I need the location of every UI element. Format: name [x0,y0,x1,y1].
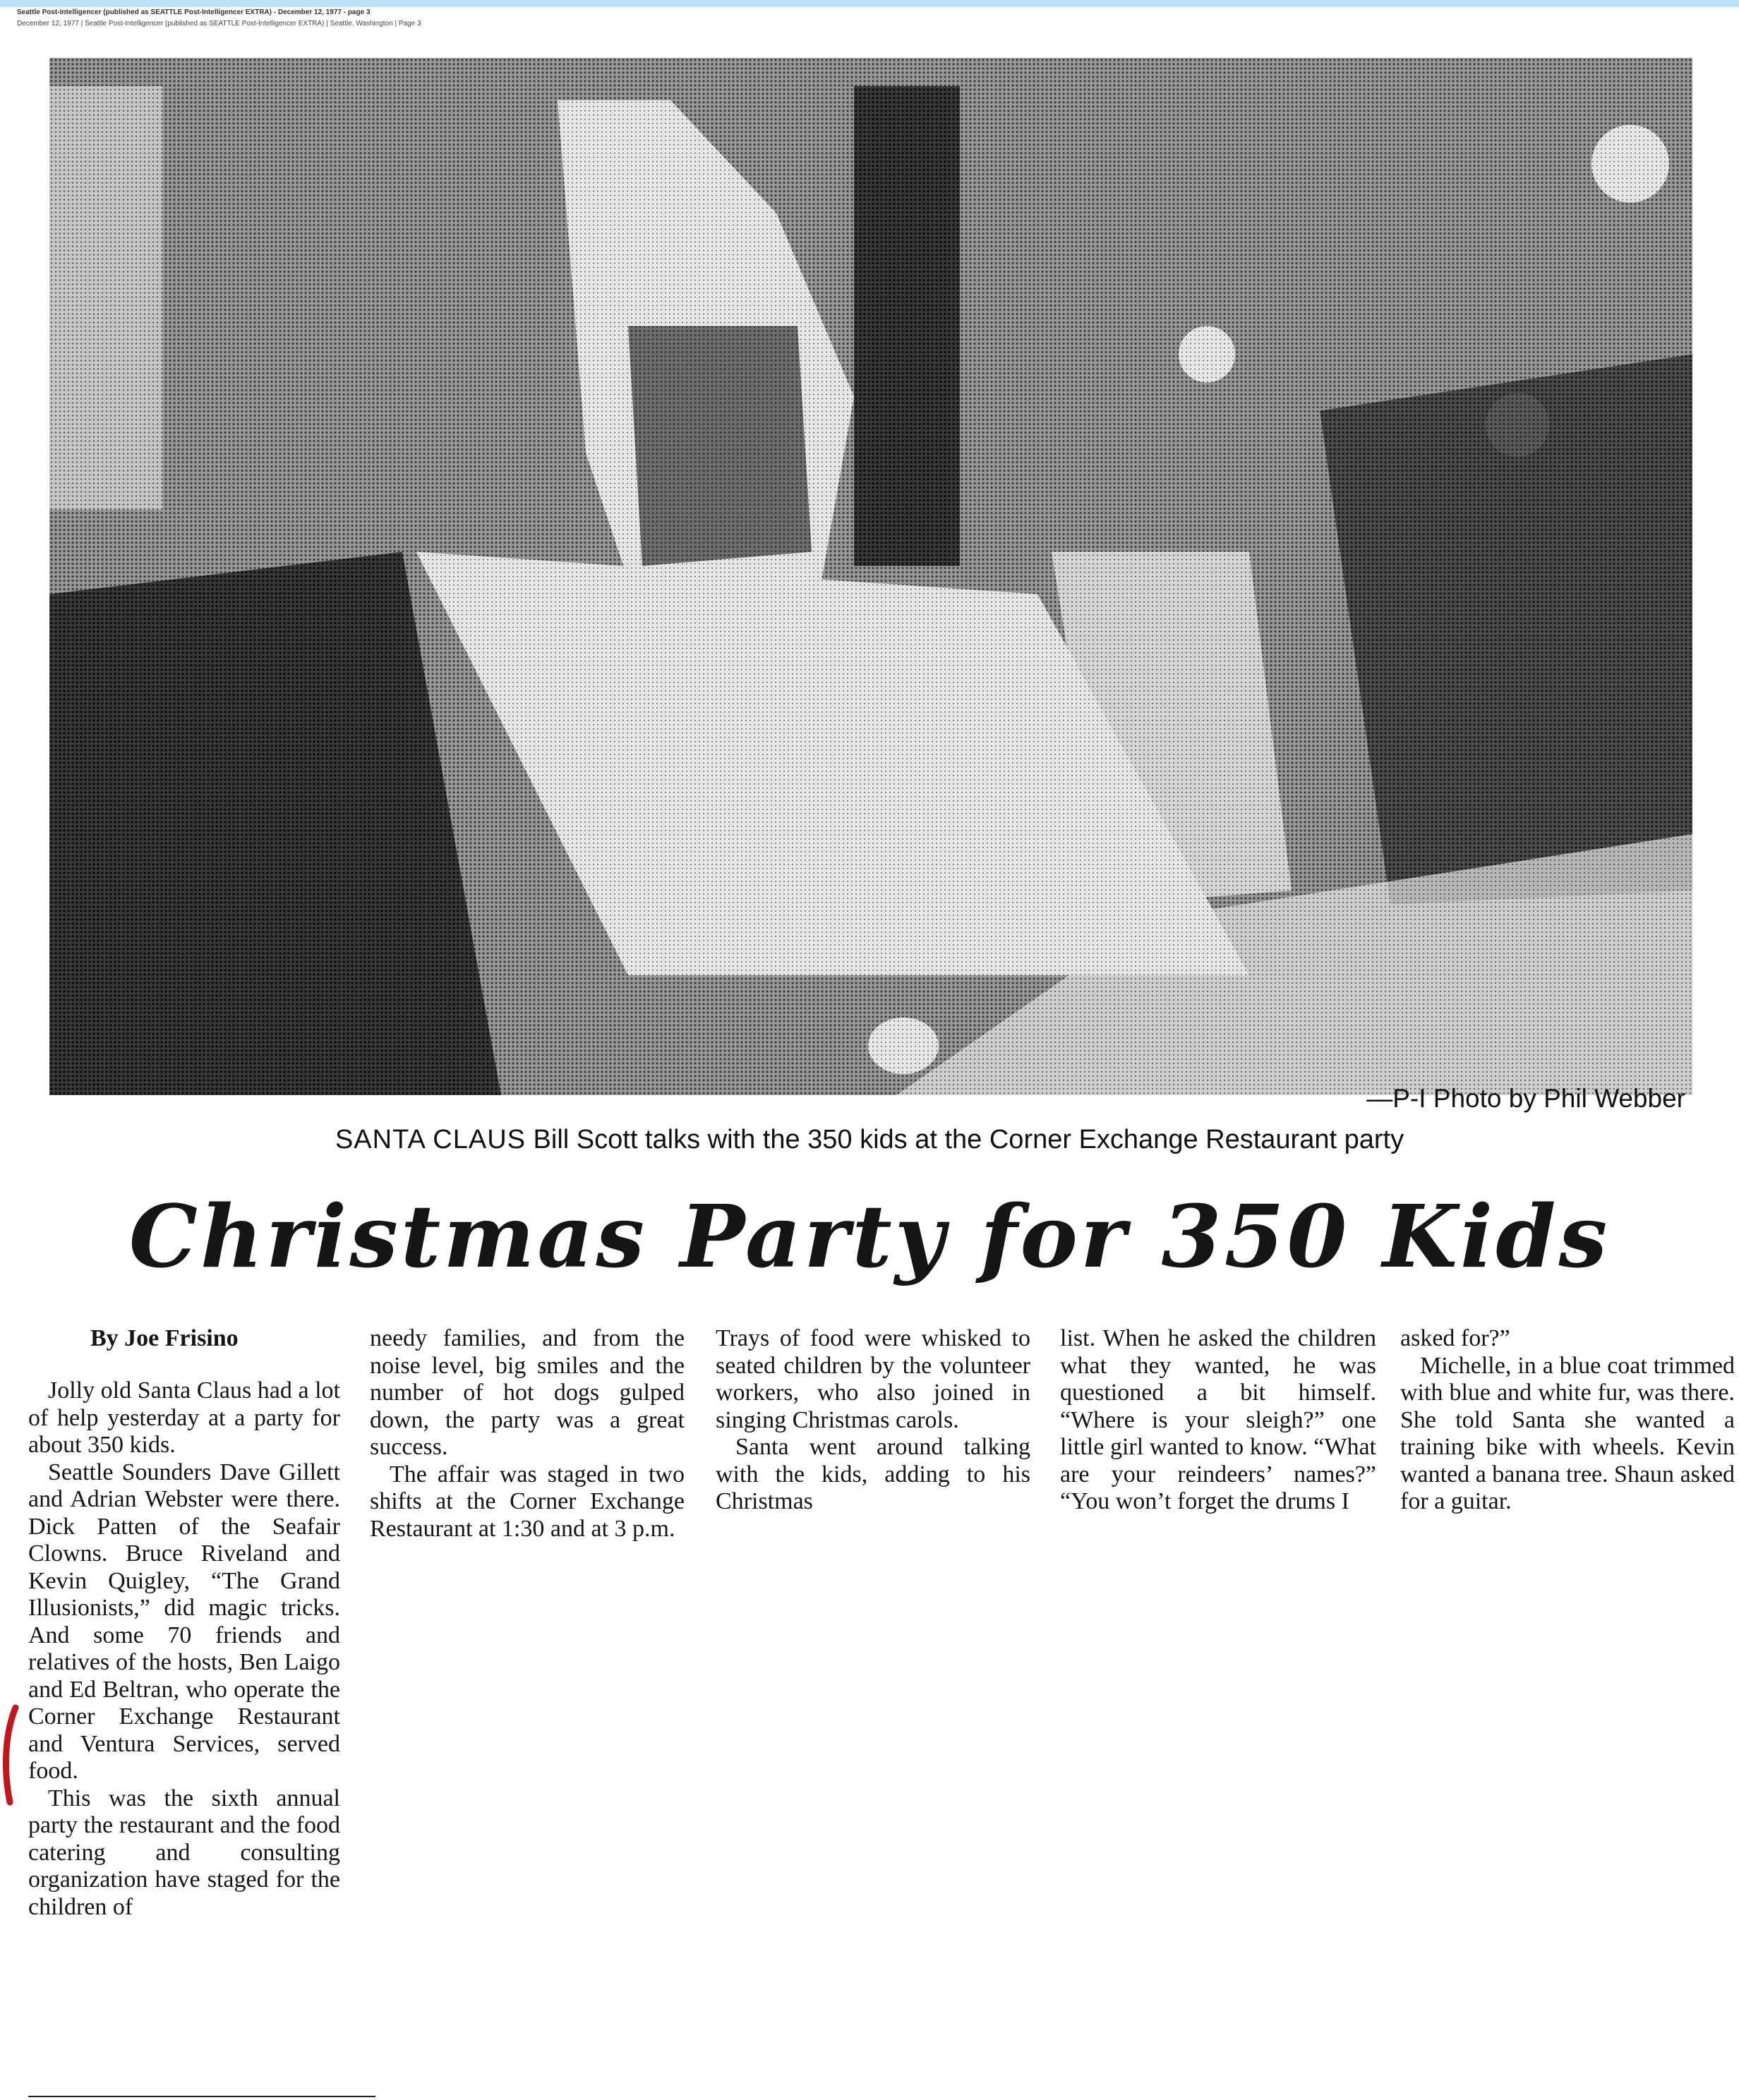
byline: By Joe Frisino [90,1325,239,1351]
source-citation: December 12, 1977 | Seattle Post-Intelligencer (published as SEATTLE Post-Intelligencer EXTRA) | Seattle, Washington | Page 3 [17,20,421,28]
paragraph: Santa went around talking with the kids, adding to his Christmas [716,1434,1030,1514]
paragraph: The affair was staged in two shifts at the Corner Exchange Restaurant at 1:30 and at 3 p.m. [370,1461,685,1542]
photo-halftone-image [49,58,1692,1095]
red-clipping-mark [0,1703,21,1806]
article-column-2 [370,1325,685,1543]
source-title: Seattle Post-Intelligencer (published as SEATTLE Post-Intelligencer EXTRA) - December 12, 1977 - page 3 [17,8,371,16]
headline: Christmas Party for 350 Kids [128,1185,1611,1287]
paragraph: Trays of food were whisked to seated children by the volunteer workers, who also joined in singing Christmas carols. [716,1325,1030,1433]
paragraph: list. When he asked the children what they wanted, he was questioned a bit himself. “Where is your sleigh?” one little girl wanted to know. “What are your reindeers’ names?” “You won’t forget the drums I [1060,1325,1376,1514]
article-column-5 [1400,1325,1735,1516]
viewer-top-bar [0,0,1739,7]
photo-credit: —P-I Photo by Phil Webber [1366,1084,1685,1113]
paragraph: Jolly old Santa Claus had a lot of help yesterday at a party for about 350 kids. [28,1377,340,1458]
paragraph: This was the sixth annual party the restaurant and the food catering and consulting organization have staged for the children of [28,1785,340,1920]
paragraph: asked for?” [1400,1325,1510,1351]
caption-text: Bill Scott talks with the 350 kids at the Corner Exchange Restaurant party [533,1125,1404,1154]
article-column-1 [28,1377,340,1921]
article-column-3 [716,1325,1030,1516]
news-photo [49,58,1692,1095]
photo-caption [0,1125,1739,1155]
article-column-4 [1060,1325,1376,1516]
paragraph: Michelle, in a blue coat trimmed with blue and white fur, was there. She told Santa she wanted a training bike with wheels. Kevin wanted a banana tree. Shaun asked for a guitar. [1400,1352,1735,1514]
paragraph: needy families, and from the noise level, big smiles and the number of hot dogs gulped down, the party was a great success. [370,1325,685,1460]
caption-lead: SANTA CLAUS [335,1125,526,1154]
paragraph: Seattle Sounders Dave Gillett and Adrian Webster were there. Dick Patten of the Seafair Clowns. Bruce Riveland and Kevin Quigley, “The Grand Illusionists,” did magic tricks. And some 70 friends and relatives of the hosts, Ben Laigo and Ed Beltran, who operate the Corner Exchange Restaurant and Ventura Services, served food. [28,1459,340,1784]
bottom-rule [28,2096,375,2097]
